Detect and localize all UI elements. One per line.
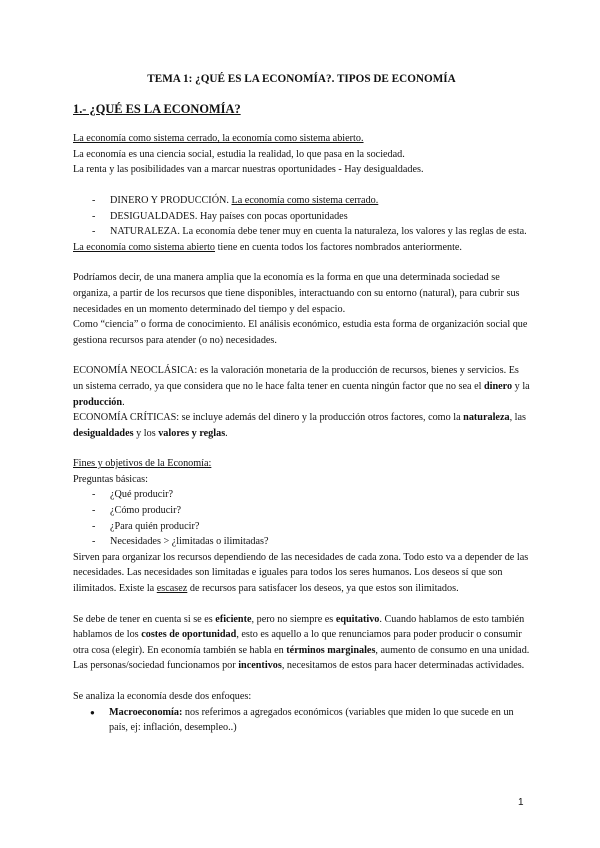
text-run: .: [122, 396, 125, 408]
text-run: y la: [512, 380, 530, 392]
intro-line-2: La economía es una ciencia social, estudia la realidad, lo que pasa en la sociedad.: [73, 148, 405, 160]
approaches-intro: Se analiza la economía desde dos enfoques:: [73, 691, 252, 702]
needs-paragraph: [73, 550, 530, 597]
text-run: ECONOMÍA CRÍTICAS: se incluye además del dinero y la producción otros factores, como la: [73, 412, 464, 424]
open-system-term: La economía como sistema abierto: [73, 241, 216, 253]
document-body: [73, 72, 530, 736]
page-number: 1: [518, 797, 524, 808]
section-heading: 1.- ¿QUÉ ES LA ECONOMÍA?: [73, 101, 241, 116]
list-item: [90, 705, 530, 736]
list-item: - Necesidades > ¿limitadas o ilimitadas?: [93, 534, 530, 550]
bold-term: Macroeconomía:: [109, 706, 183, 718]
list-item: - DESIGUALDADES. Hay países con pocas oportunidades: [93, 209, 530, 225]
intro-line-1: La economía como sistema cerrado, la economía como sistema abierto.: [73, 133, 364, 145]
bold-term: valores y reglas: [158, 427, 226, 439]
bold-term: incentivos: [238, 660, 282, 672]
text-run: de recursos para satisfacer los deseos, ya que estos son ilimitados.: [187, 583, 459, 595]
list-item: - ¿Qué producir?: [93, 487, 530, 503]
bold-term: desigualdades: [73, 427, 134, 439]
bold-term: producción: [73, 396, 123, 408]
critical-paragraph: [73, 410, 530, 441]
text-run: , pero no siempre es: [251, 613, 336, 625]
open-system-paragraph: [73, 240, 530, 256]
science-paragraph: Como “ciencia” o forma de conocimiento. El análisis económico, estudia esta forma de organización social que gestiona recursos para atender (o no) necesidades.: [73, 319, 528, 346]
document-title: TEMA 1: ¿QUÉ ES LA ECONOMÍA?. TIPOS DE ECONOMÍA: [147, 73, 456, 85]
bold-term: eficiente: [215, 613, 252, 625]
questions-list: [73, 487, 530, 549]
underlined-term: escasez: [156, 583, 188, 595]
text-run: Se debe de tener en cuenta si se es: [73, 613, 216, 625]
intro-line-3: La renta y las posibilidades van a marcar nuestras oportunidades - Hay desigualdades.: [73, 164, 424, 176]
bold-term: términos marginales: [286, 644, 376, 656]
factors-list: [73, 193, 530, 240]
bold-term: dinero: [484, 380, 513, 392]
text-run: Sirven para organizar los recursos dependiendo de las necesidades de cada zona. Todo esto va a depender de las necesidades. Las necesidades son limitadas e iguales para todos los seres humanos. Los deseos sí que son ilimitados. Existe la: [73, 551, 529, 595]
text-run: nos referimos a agregados económicos (variables que miden lo que sucede en un país, ej: inflación, desempleo..): [109, 706, 514, 734]
list-item: - ¿Para quién producir?: [93, 519, 530, 535]
bold-term: equitativo: [335, 613, 380, 625]
neoclassical-paragraph: [73, 363, 530, 410]
bold-term: naturaleza: [463, 412, 510, 424]
list-item-underlined: La economía como sistema cerrado.: [231, 194, 379, 206]
text-run: , esto es aquello a lo que renunciamos para poder producir o consumir otra cosa (elegir). En economía también se habla en: [73, 629, 522, 656]
text-run: , las: [509, 412, 526, 424]
subsection-heading: Fines y objetivos de la Economía:: [73, 458, 212, 470]
text-run: y los: [133, 427, 159, 439]
text-run: ECONOMÍA NEOCLÁSICA: es la valoración monetaria de la producción de recursos, bienes y servicios. Es un sistema cerrado, ya que considera que no le hace falta tener en cuenta ningún factor que no sea el: [73, 365, 519, 392]
efficiency-paragraph: [73, 612, 530, 674]
list-item-text: DINERO Y PRODUCCIÓN.: [110, 194, 232, 206]
text-run: . Cuando hablamos de esto también hablamos de los: [73, 613, 525, 641]
list-item: - NATURALEZA. La economía debe tener muy en cuenta la naturaleza, los valores y las reglas de esta.: [93, 224, 530, 240]
questions-intro: Preguntas básicas:: [73, 473, 148, 485]
text-run: , necesitamos de estos para hacer determinadas actividades.: [281, 660, 525, 672]
text-run: .: [225, 427, 228, 439]
open-system-text: tiene en cuenta todos los factores nombrados anteriormente.: [215, 241, 462, 253]
text-run: , aumento de consumo en una unidad. Las personas/sociedad funcionamos por: [73, 644, 530, 672]
bold-term: costes de oportunidad: [141, 629, 237, 641]
list-item: - ¿Cómo producir?: [93, 503, 530, 519]
approaches-list: [73, 705, 530, 736]
definition-paragraph: Podríamos decir, de una manera amplia que la economía es la forma en que una determinada sociedad se organiza, a partir de los recursos que tiene disponibles, interactuando con su entorno (natural), para cubrir sus necesidades en un momento determinado del tiempo y del espacio.: [73, 272, 520, 315]
list-item: [93, 193, 530, 209]
